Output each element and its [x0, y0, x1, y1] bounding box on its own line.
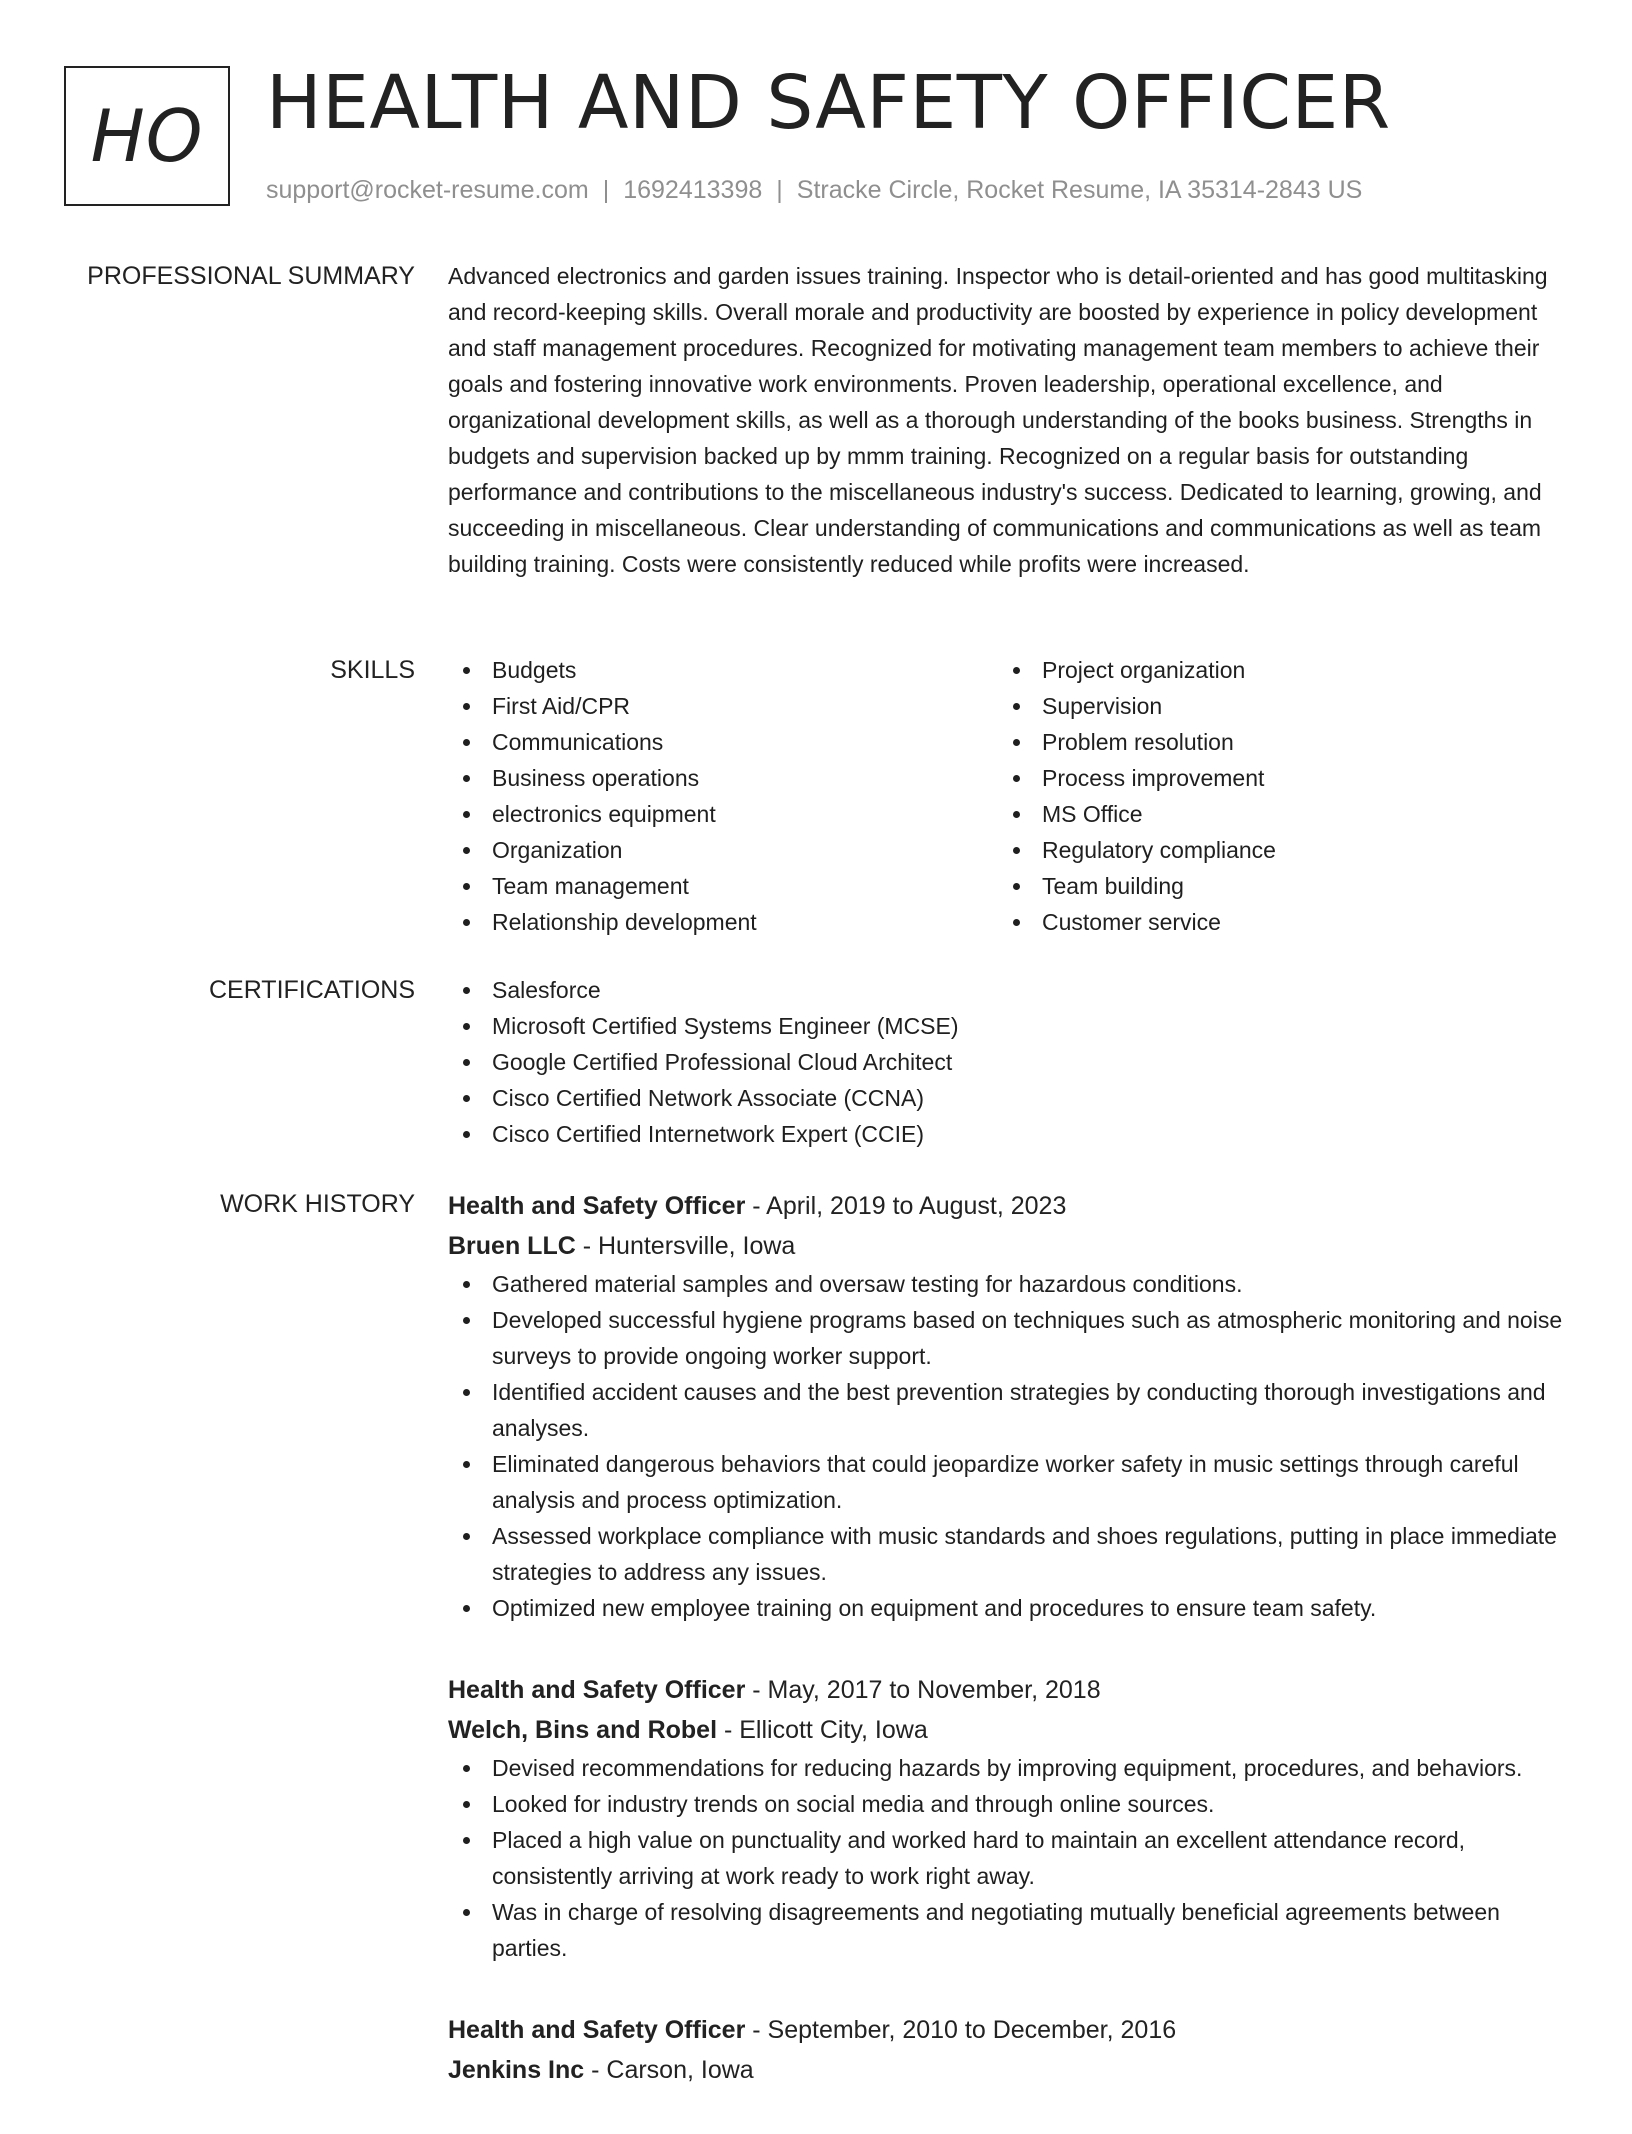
- job-title-line: [448, 1186, 1568, 1226]
- skills-list-left: [448, 652, 998, 940]
- skill-item: electronics equipment: [448, 796, 998, 832]
- job-role: Health and Safety Officer: [448, 1192, 746, 1220]
- skill-item: Budgets: [448, 652, 998, 688]
- contact-address: Stracke Circle, Rocket Resume, IA 35314-2843 US: [796, 176, 1363, 204]
- resume-title: HEALTH AND SAFETY OFFICER: [266, 60, 1391, 146]
- skill-item: Communications: [448, 724, 998, 760]
- certification-item: Cisco Certified Network Associate (CCNA): [448, 1080, 1568, 1116]
- job-duty: Placed a high value on punctuality and worked hard to maintain an excellent attendance record, consistently arriving at work ready to work right away.: [448, 1822, 1568, 1894]
- job-entry: [448, 2010, 1568, 2090]
- summary-body: [448, 258, 1568, 582]
- job-company: Welch, Bins and Robel: [448, 1716, 718, 1744]
- skill-item: Business operations: [448, 760, 998, 796]
- job-dates: - September, 2010 to December, 2016: [745, 2016, 1177, 2044]
- job-company: Jenkins Inc: [448, 2056, 585, 2084]
- section-title-skills: SKILLS: [330, 656, 415, 684]
- section-title-summary: PROFESSIONAL SUMMARY: [87, 262, 415, 290]
- certifications-body: [448, 972, 1568, 1152]
- section-title-work-history: WORK HISTORY: [220, 1190, 415, 1218]
- job-duty: Devised recommendations for reducing hazards by improving equipment, procedures, and behaviors.: [448, 1750, 1568, 1786]
- skill-item: Relationship development: [448, 904, 998, 940]
- contact-phone: 1692413398: [623, 176, 763, 204]
- contact-separator: |: [776, 176, 783, 204]
- monogram-box: [64, 66, 230, 206]
- job-entry: [448, 1186, 1568, 1626]
- job-title-line: [448, 1670, 1568, 1710]
- skills-list-right: [998, 652, 1548, 940]
- section-title-certifications: CERTIFICATIONS: [208, 976, 415, 1004]
- skill-item: Supervision: [998, 688, 1548, 724]
- job-duty: Optimized new employee training on equipment and procedures to ensure team safety.: [448, 1590, 1568, 1626]
- skill-item: Team management: [448, 868, 998, 904]
- certifications-list: [448, 972, 1568, 1152]
- job-duty: Identified accident causes and the best prevention strategies by conducting thorough investigations and analyses.: [448, 1374, 1568, 1446]
- work-history-body: [448, 1186, 1568, 2134]
- job-duty: Was in charge of resolving disagreements and negotiating mutually beneficial agreements between parties.: [448, 1894, 1568, 1966]
- skill-item: Customer service: [998, 904, 1548, 940]
- job-dates: - May, 2017 to November, 2018: [745, 1676, 1101, 1704]
- job-duty: Assessed workplace compliance with music standards and shoes regulations, putting in place immediate strategies to address any issues.: [448, 1518, 1568, 1590]
- job-duties: [448, 1266, 1568, 1626]
- job-company-line: [448, 1226, 1568, 1266]
- job-entry: [448, 1670, 1568, 1966]
- skills-body: [448, 652, 1568, 940]
- skill-item: Problem resolution: [998, 724, 1548, 760]
- job-title-line: [448, 2010, 1568, 2050]
- job-duty: Gathered material samples and oversaw testing for hazardous conditions.: [448, 1266, 1568, 1302]
- job-role: Health and Safety Officer: [448, 2016, 746, 2044]
- skill-item: MS Office: [998, 796, 1548, 832]
- skill-item: Project organization: [998, 652, 1548, 688]
- job-duty: Looked for industry trends on social media and through online sources.: [448, 1786, 1568, 1822]
- job-location: - Huntersville, Iowa: [575, 1232, 796, 1260]
- contact-separator: |: [602, 176, 610, 204]
- skill-item: First Aid/CPR: [448, 688, 998, 724]
- contact-email: support@rocket-resume.com: [266, 176, 589, 204]
- skill-item: Process improvement: [998, 760, 1548, 796]
- job-company-line: [448, 1710, 1568, 1750]
- certification-item: Salesforce: [448, 972, 1568, 1008]
- skill-item: Regulatory compliance: [998, 832, 1548, 868]
- skill-item: Organization: [448, 832, 998, 868]
- job-duty: Eliminated dangerous behaviors that could jeopardize worker safety in music settings through careful analysis and process optimization.: [448, 1446, 1568, 1518]
- monogram-initials: HO: [90, 94, 204, 178]
- contact-line: [266, 174, 1362, 206]
- certification-item: Microsoft Certified Systems Engineer (MCSE): [448, 1008, 1568, 1044]
- skill-item: Team building: [998, 868, 1548, 904]
- job-company-line: [448, 2050, 1568, 2090]
- job-role: Health and Safety Officer: [448, 1676, 746, 1704]
- certification-item: Google Certified Professional Cloud Architect: [448, 1044, 1568, 1080]
- certification-item: Cisco Certified Internetwork Expert (CCIE): [448, 1116, 1568, 1152]
- job-location: - Carson, Iowa: [584, 2056, 754, 2084]
- job-duties: [448, 1750, 1568, 1966]
- job-location: - Ellicott City, Iowa: [717, 1716, 928, 1744]
- job-dates: - April, 2019 to August, 2023: [745, 1192, 1067, 1220]
- job-company: Bruen LLC: [448, 1232, 576, 1260]
- summary-text: Advanced electronics and garden issues training. Inspector who is detail-oriented and has good multitasking and record-keeping skills. Overall morale and productivity are boosted by experience in policy development and staff management procedures. Recognized for motivating management team members to achieve their goals and fostering innovative work environments. Proven leadership, operational excellence, and organizational development skills, as well as a thorough understanding of the books business. Strengths in budgets and supervision backed up by mmm training. Recognized on a regular basis for outstanding performance and contributions to the miscellaneous industry's success. Dedicated to learning, growing, and succeeding in miscellaneous. Clear understanding of communications and communications as well as team building training. Costs were consistently reduced while profits were increased.: [448, 263, 1548, 577]
- job-duty: Developed successful hygiene programs based on techniques such as atmospheric monitoring and noise surveys to provide ongoing worker support.: [448, 1302, 1568, 1374]
